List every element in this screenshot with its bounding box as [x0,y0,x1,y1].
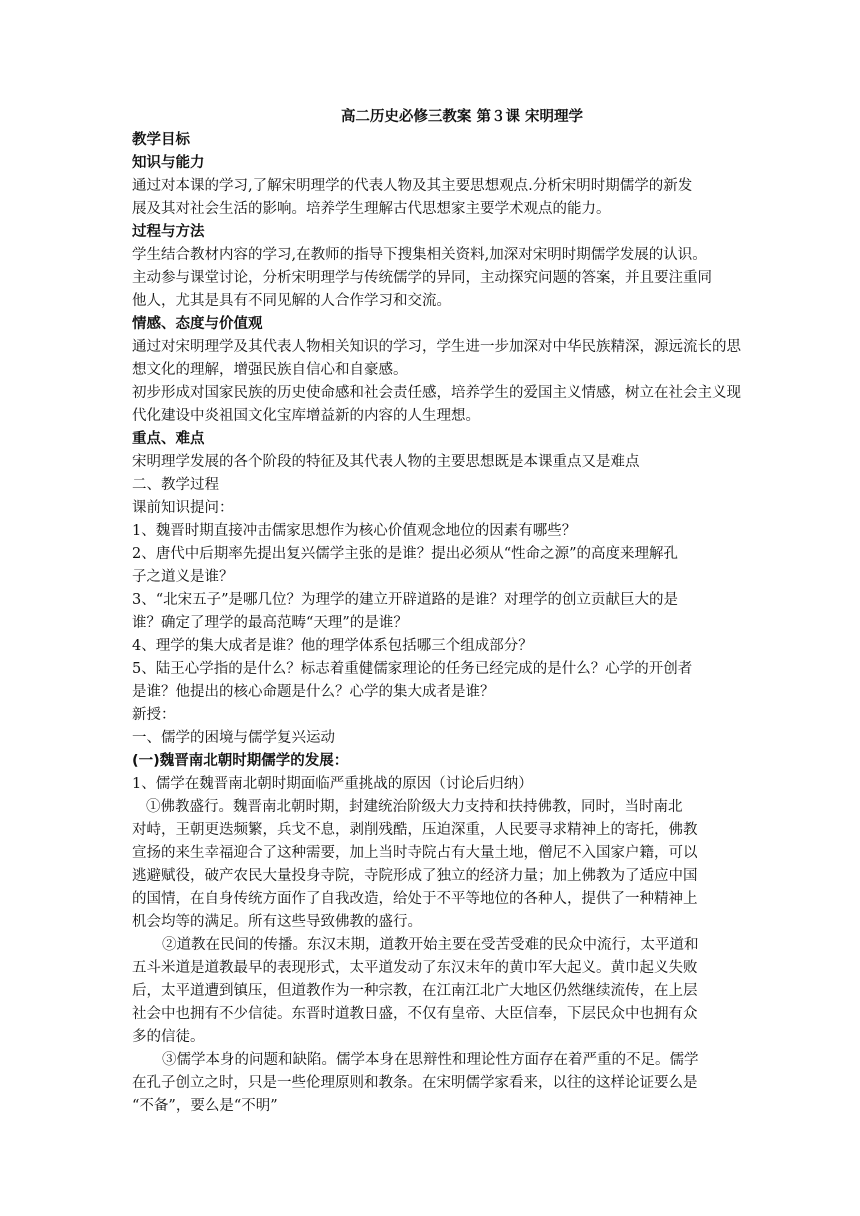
subsection-heading: (一)魏晋南北朝时期儒学的发展： [132,753,349,769]
heading-knowledge-ability: 知识与能力 [132,155,205,171]
section-heading: 二、教学过程 [132,477,219,493]
question-item: 1、魏晋时期直接冲击儒家思想作为核心价值观念地位的因素有哪些？ [132,523,577,539]
text-line: 多的信徒。 [132,1029,205,1045]
text-line: 他人，尤其是具有不同见解的人合作学习和交流。 [132,293,451,309]
document-body [132,106,792,1118]
text-line: 通过对宋明理学及其代表人物相关知识的学习，学生进一步加深对中华民族精深，源远流长的思 [132,339,741,355]
text-line: 对峙，王朝更迭频繁，兵戈不息，剥削残酷，压迫深重，人民要寻求精神上的寄托，佛教 [132,822,698,838]
text-line: “不备”，要么是“不明” [132,1098,278,1114]
page-title: 高二历史必修三教案 第３课 宋明理学 [340,109,584,125]
text-line: 通过对本课的学习,了解宋明理学的代表人物及其主要思想观点.分析宋明时期儒学的新发 [132,178,693,194]
text-line: 谁？确定了理学的最高范畴“天理”的是谁？ [132,615,408,631]
text-line: 初步形成对国家民族的历史使命感和社会责任感，培养学生的爱国主义情感，树立在社会主义现 [132,385,741,401]
section-heading: 一、儒学的困境与儒学复兴运动 [132,730,335,746]
text-line: 想文化的理解，增强民族自信心和自豪感。 [132,362,408,378]
text-line: 新授： [132,707,176,723]
paragraph-start: ②道教在民间的传播。东汉末期，道教开始主要在受苦受难的民众中流行，太平道和 [162,937,699,953]
text-line: 课前知识提问： [132,500,234,516]
text-line: 在孔子创立之时，只是一些伦理原则和教条。在宋明儒学家看来，以往的这样论证要么是 [132,1075,698,1091]
text-line: 的国情，在自身传统方面作了自我改造，给处于不平等地位的各种人，提供了一种精神上 [132,891,698,907]
paragraph-start: ③儒学本身的问题和缺陷。儒学本身在思辩性和理论性方面存在着严重的不足。儒学 [162,1052,699,1068]
text-line: 学生结合教材内容的学习,在教师的指导下搜集相关资料,加深对宋明时期儒学发展的认识。 [132,247,707,263]
text-line: 机会均等的满足。所有这些导致佛教的盛行。 [132,914,422,930]
heading-process-method: 过程与方法 [132,224,205,240]
question-item: 3、“北宋五子”是哪几位？为理学的建立开辟道路的是谁？对理学的创立贡献巨大的是 [132,592,679,608]
text-line: 展及其对社会生活的影响。培养学生理解古代思想家主要学术观点的能力。 [132,201,611,217]
text-line: 逃避赋役，破产农民大量投身寺院，寺院形成了独立的经济力量；加上佛教为了适应中国 [132,868,698,884]
text-line: 五斗米道是道教最早的表现形式，太平道发动了东汉末年的黄巾军大起义。黄巾起义失败 [132,960,698,976]
text-line: 宣扬的来生幸福迎合了这种需要，加上当时寺院占有大量土地，僧尼不入国家户籍，可以 [132,845,698,861]
question-item: 2、唐代中后期率先提出复兴儒学主张的是谁？提出必须从“性命之源”的高度来理解孔 [132,546,679,562]
text-line: 主动参与课堂讨论，分析宋明理学与传统儒学的异同，主动探究问题的答案，并且要注重同 [132,270,712,286]
text-line: 子之道义是谁？ [132,569,234,585]
text-line: 后，太平道遭到镇压，但道教作为一种宗教，在江南江北广大地区仍然继续流传，在上层 [132,983,698,999]
text-line: 宋明理学发展的各个阶段的特征及其代表人物的主要思想既是本课重点又是难点 [132,454,640,470]
heading-emotion-values: 情感、态度与价值观 [132,316,263,332]
text-line: 社会中也拥有不少信徒。东晋时道教日盛，不仅有皇帝、大臣信奉，下层民众中也拥有众 [132,1006,698,1022]
question-item: 5、陆王心学指的是什么？标志着重健儒家理论的任务已经完成的是什么？心学的开创者 [132,661,693,677]
paragraph-start: ①佛教盛行。魏晋南北朝时期，封建统治阶级大力支持和扶持佛教，同时，当时南北 [146,799,683,815]
text-line: 代化建设中炎祖国文化宝库增益新的内容的人生理想。 [132,408,480,424]
heading-teaching-goals: 教学目标 [132,132,190,148]
heading-key-points: 重点、难点 [132,431,205,447]
text-line: 是谁？他提出的核心命题是什么？心学的集大成者是谁？ [132,684,495,700]
text-line: 1、儒学在魏晋南北朝时期面临严重挑战的原因（讨论后归纳） [132,776,533,792]
question-item: 4、理学的集大成者是谁？他的理学体系包括哪三个组成部分？ [132,638,533,654]
